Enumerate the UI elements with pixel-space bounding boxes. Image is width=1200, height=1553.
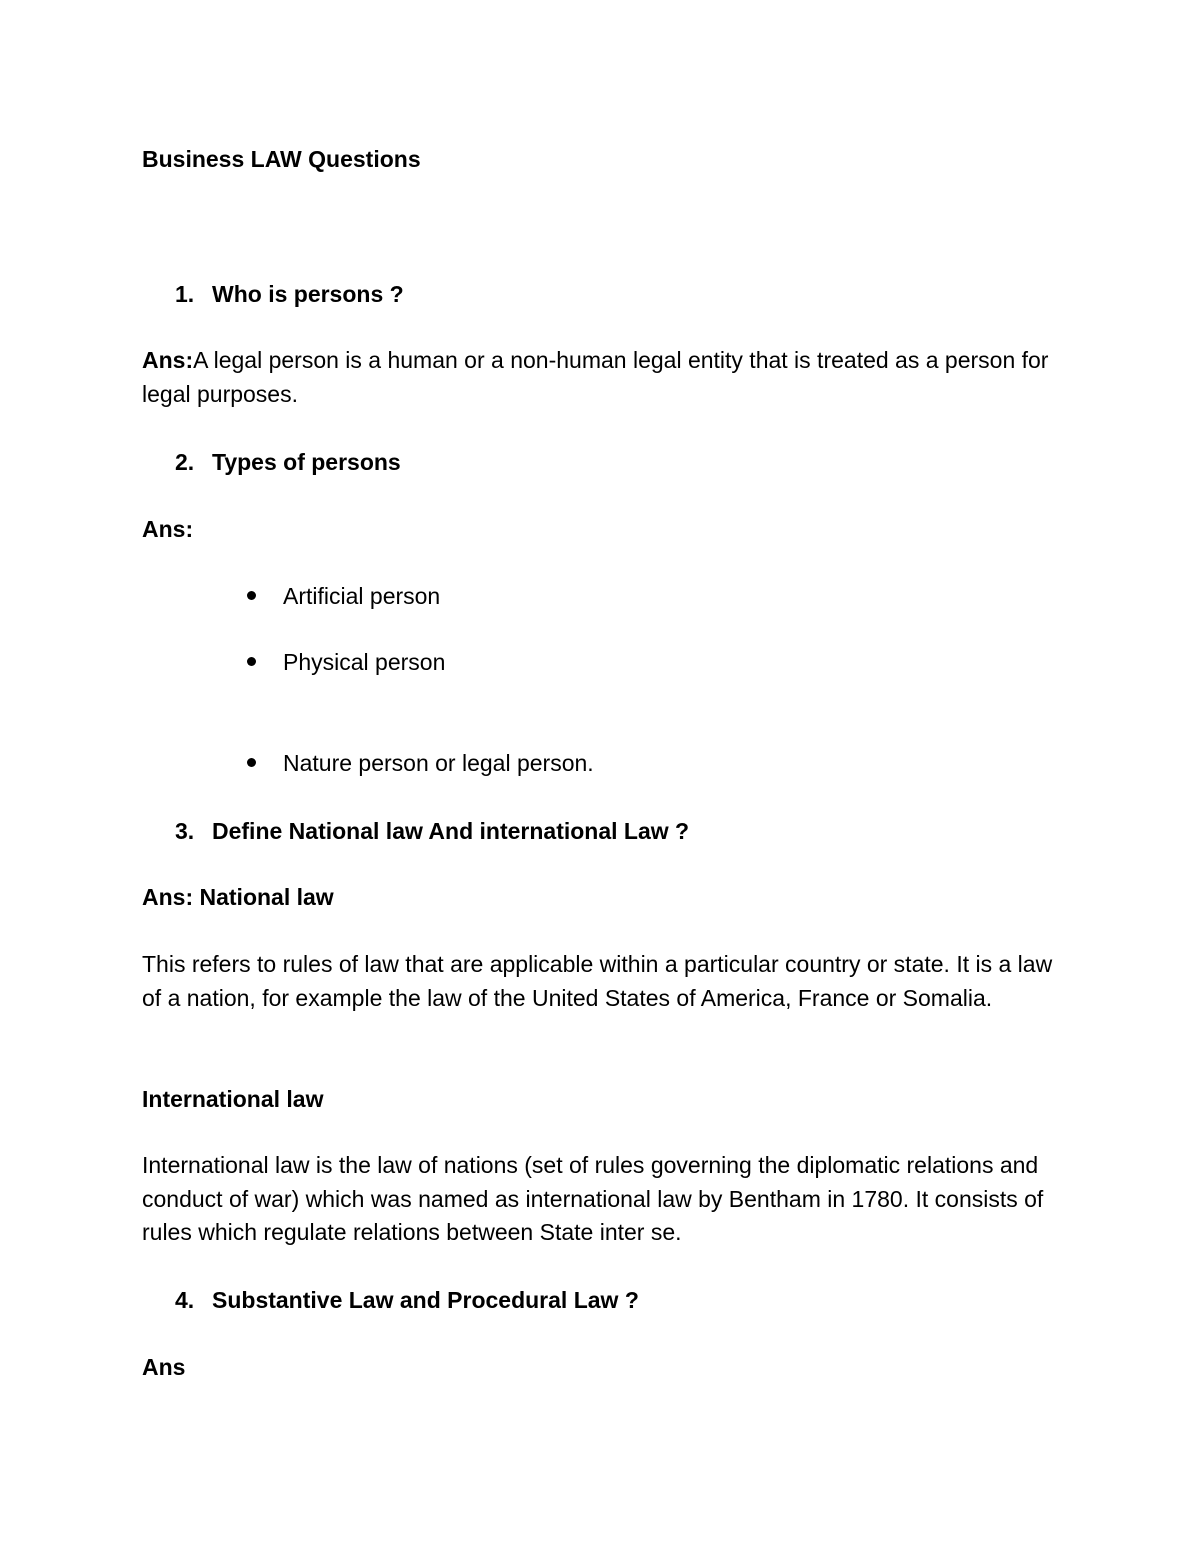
question-1-text: Who is persons ? [212,281,404,307]
bullet-icon [247,591,256,600]
answer-4-label: Ans [142,1354,186,1380]
bullet-item-nature-person: Nature person or legal person. [283,750,594,776]
answer-2-label: Ans: [142,516,194,542]
question-2-text: Types of persons [212,449,401,475]
question-4-text: Substantive Law and Procedural Law ? [212,1287,639,1313]
answer-1 [142,344,1072,411]
bullet-item-physical-person: Physical person [283,649,446,675]
question-2-number: 2. [175,449,195,475]
international-law-heading: International law [142,1086,324,1112]
bullet-item-artificial-person: Artificial person [283,583,441,609]
document-title: Business LAW Questions [142,146,421,172]
national-law-text: This refers to rules of law that are applicable within a particular country or state. It is a law of a nation, for example the law of the United States of America, France or Somalia. [142,951,1053,1011]
question-3-number: 3. [175,818,195,844]
answer-1-text: A legal person is a human or a non-human legal entity that is treated as a person for legal purposes. [142,347,1049,407]
bullet-icon [247,657,256,666]
answer-1-label: Ans: [142,347,194,373]
international-law-text: International law is the law of nations (set of rules governing the diplomatic relations and conduct of war) which was named as international law by Bentham in 1780. It consists of rules which regulate relations between State inter se. [142,1152,1044,1245]
question-4-number: 4. [175,1287,195,1313]
answer-3-heading: Ans: National law [142,884,334,910]
bullet-icon [247,758,256,767]
question-3 [175,815,689,848]
question-1-number: 1. [175,281,195,307]
question-1 [175,278,404,311]
question-3-text: Define National law And international Law ? [212,818,690,844]
question-4 [175,1284,639,1317]
question-2 [175,446,401,479]
